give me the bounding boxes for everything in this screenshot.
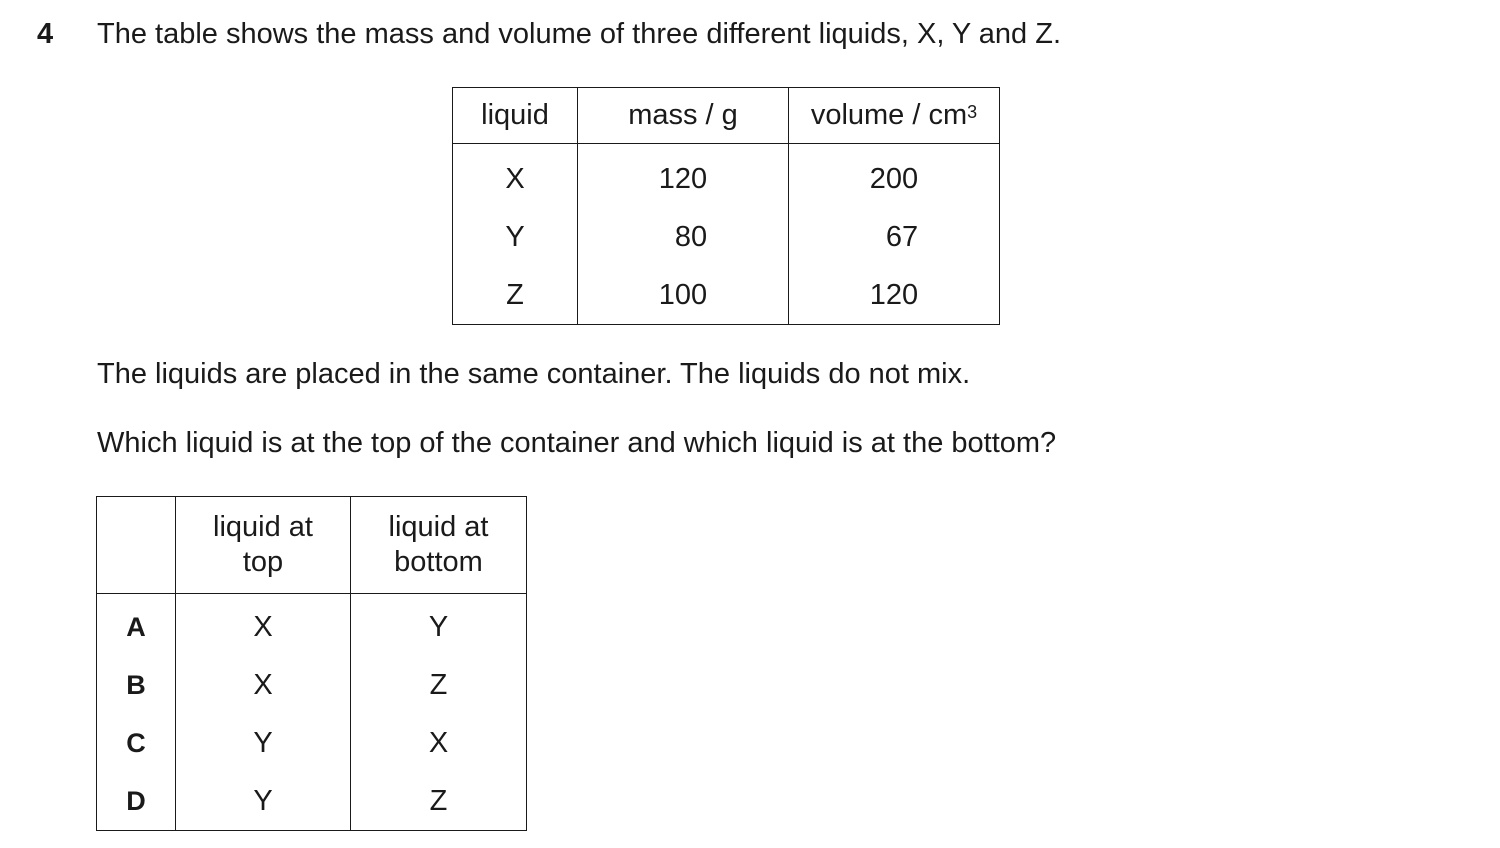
answer-options-table — [96, 496, 527, 831]
table-header-row — [453, 88, 1000, 144]
question-statement: The liquids are placed in the same container. The liquids do not mix. — [97, 358, 971, 390]
header-liquid-at-top — [176, 497, 351, 594]
header-blank — [97, 497, 176, 594]
option-row-c[interactable] — [97, 714, 527, 772]
option-bottom-cell: Z — [351, 656, 527, 714]
option-letter: D — [97, 772, 176, 831]
header-liquid-at-bottom — [351, 497, 527, 594]
option-top-cell: X — [176, 656, 351, 714]
option-letter: C — [97, 714, 176, 772]
header-line: liquid at — [388, 511, 489, 543]
liquid-name-cell: Y — [453, 208, 578, 266]
option-top-cell: Y — [176, 772, 351, 831]
table-header-row — [97, 497, 527, 594]
header-liquid: liquid — [453, 88, 578, 144]
option-row-d[interactable] — [97, 772, 527, 831]
liquid-name-cell: X — [453, 144, 578, 209]
header-volume-superscript: 3 — [967, 102, 978, 122]
question-prompt: Which liquid is at the top of the container and which liquid is at the bottom? — [97, 427, 1057, 459]
header-line: top — [242, 546, 284, 578]
header-line: bottom — [394, 546, 483, 578]
option-top-cell: Y — [176, 714, 351, 772]
mass-value: 80 — [674, 220, 708, 253]
option-bottom-cell: Y — [351, 594, 527, 657]
option-letter: A — [97, 594, 176, 657]
volume-cell — [789, 208, 1000, 266]
option-top-cell: X — [176, 594, 351, 657]
mass-cell: 120 — [578, 144, 789, 209]
table-row — [453, 266, 1000, 325]
header-mass: mass / g — [578, 88, 789, 144]
option-bottom-cell: X — [351, 714, 527, 772]
option-letter: B — [97, 656, 176, 714]
option-bottom-cell: Z — [351, 772, 527, 831]
option-row-b[interactable] — [97, 656, 527, 714]
volume-cell: 200 — [789, 144, 1000, 209]
volume-value: 67 — [885, 220, 919, 253]
table-row — [453, 144, 1000, 209]
mass-cell — [578, 208, 789, 266]
header-volume-label: volume / cm — [810, 99, 968, 131]
liquid-data-table — [452, 87, 1000, 325]
table-row — [453, 208, 1000, 266]
header-line: liquid at — [213, 511, 313, 543]
question-number: 4 — [37, 18, 54, 50]
mass-cell: 100 — [578, 266, 789, 325]
header-volume — [789, 88, 1000, 144]
volume-cell: 120 — [789, 266, 1000, 325]
option-row-a[interactable] — [97, 594, 527, 657]
question-intro: The table shows the mass and volume of three different liquids, X, Y and Z. — [97, 18, 1061, 50]
liquid-name-cell: Z — [453, 266, 578, 325]
